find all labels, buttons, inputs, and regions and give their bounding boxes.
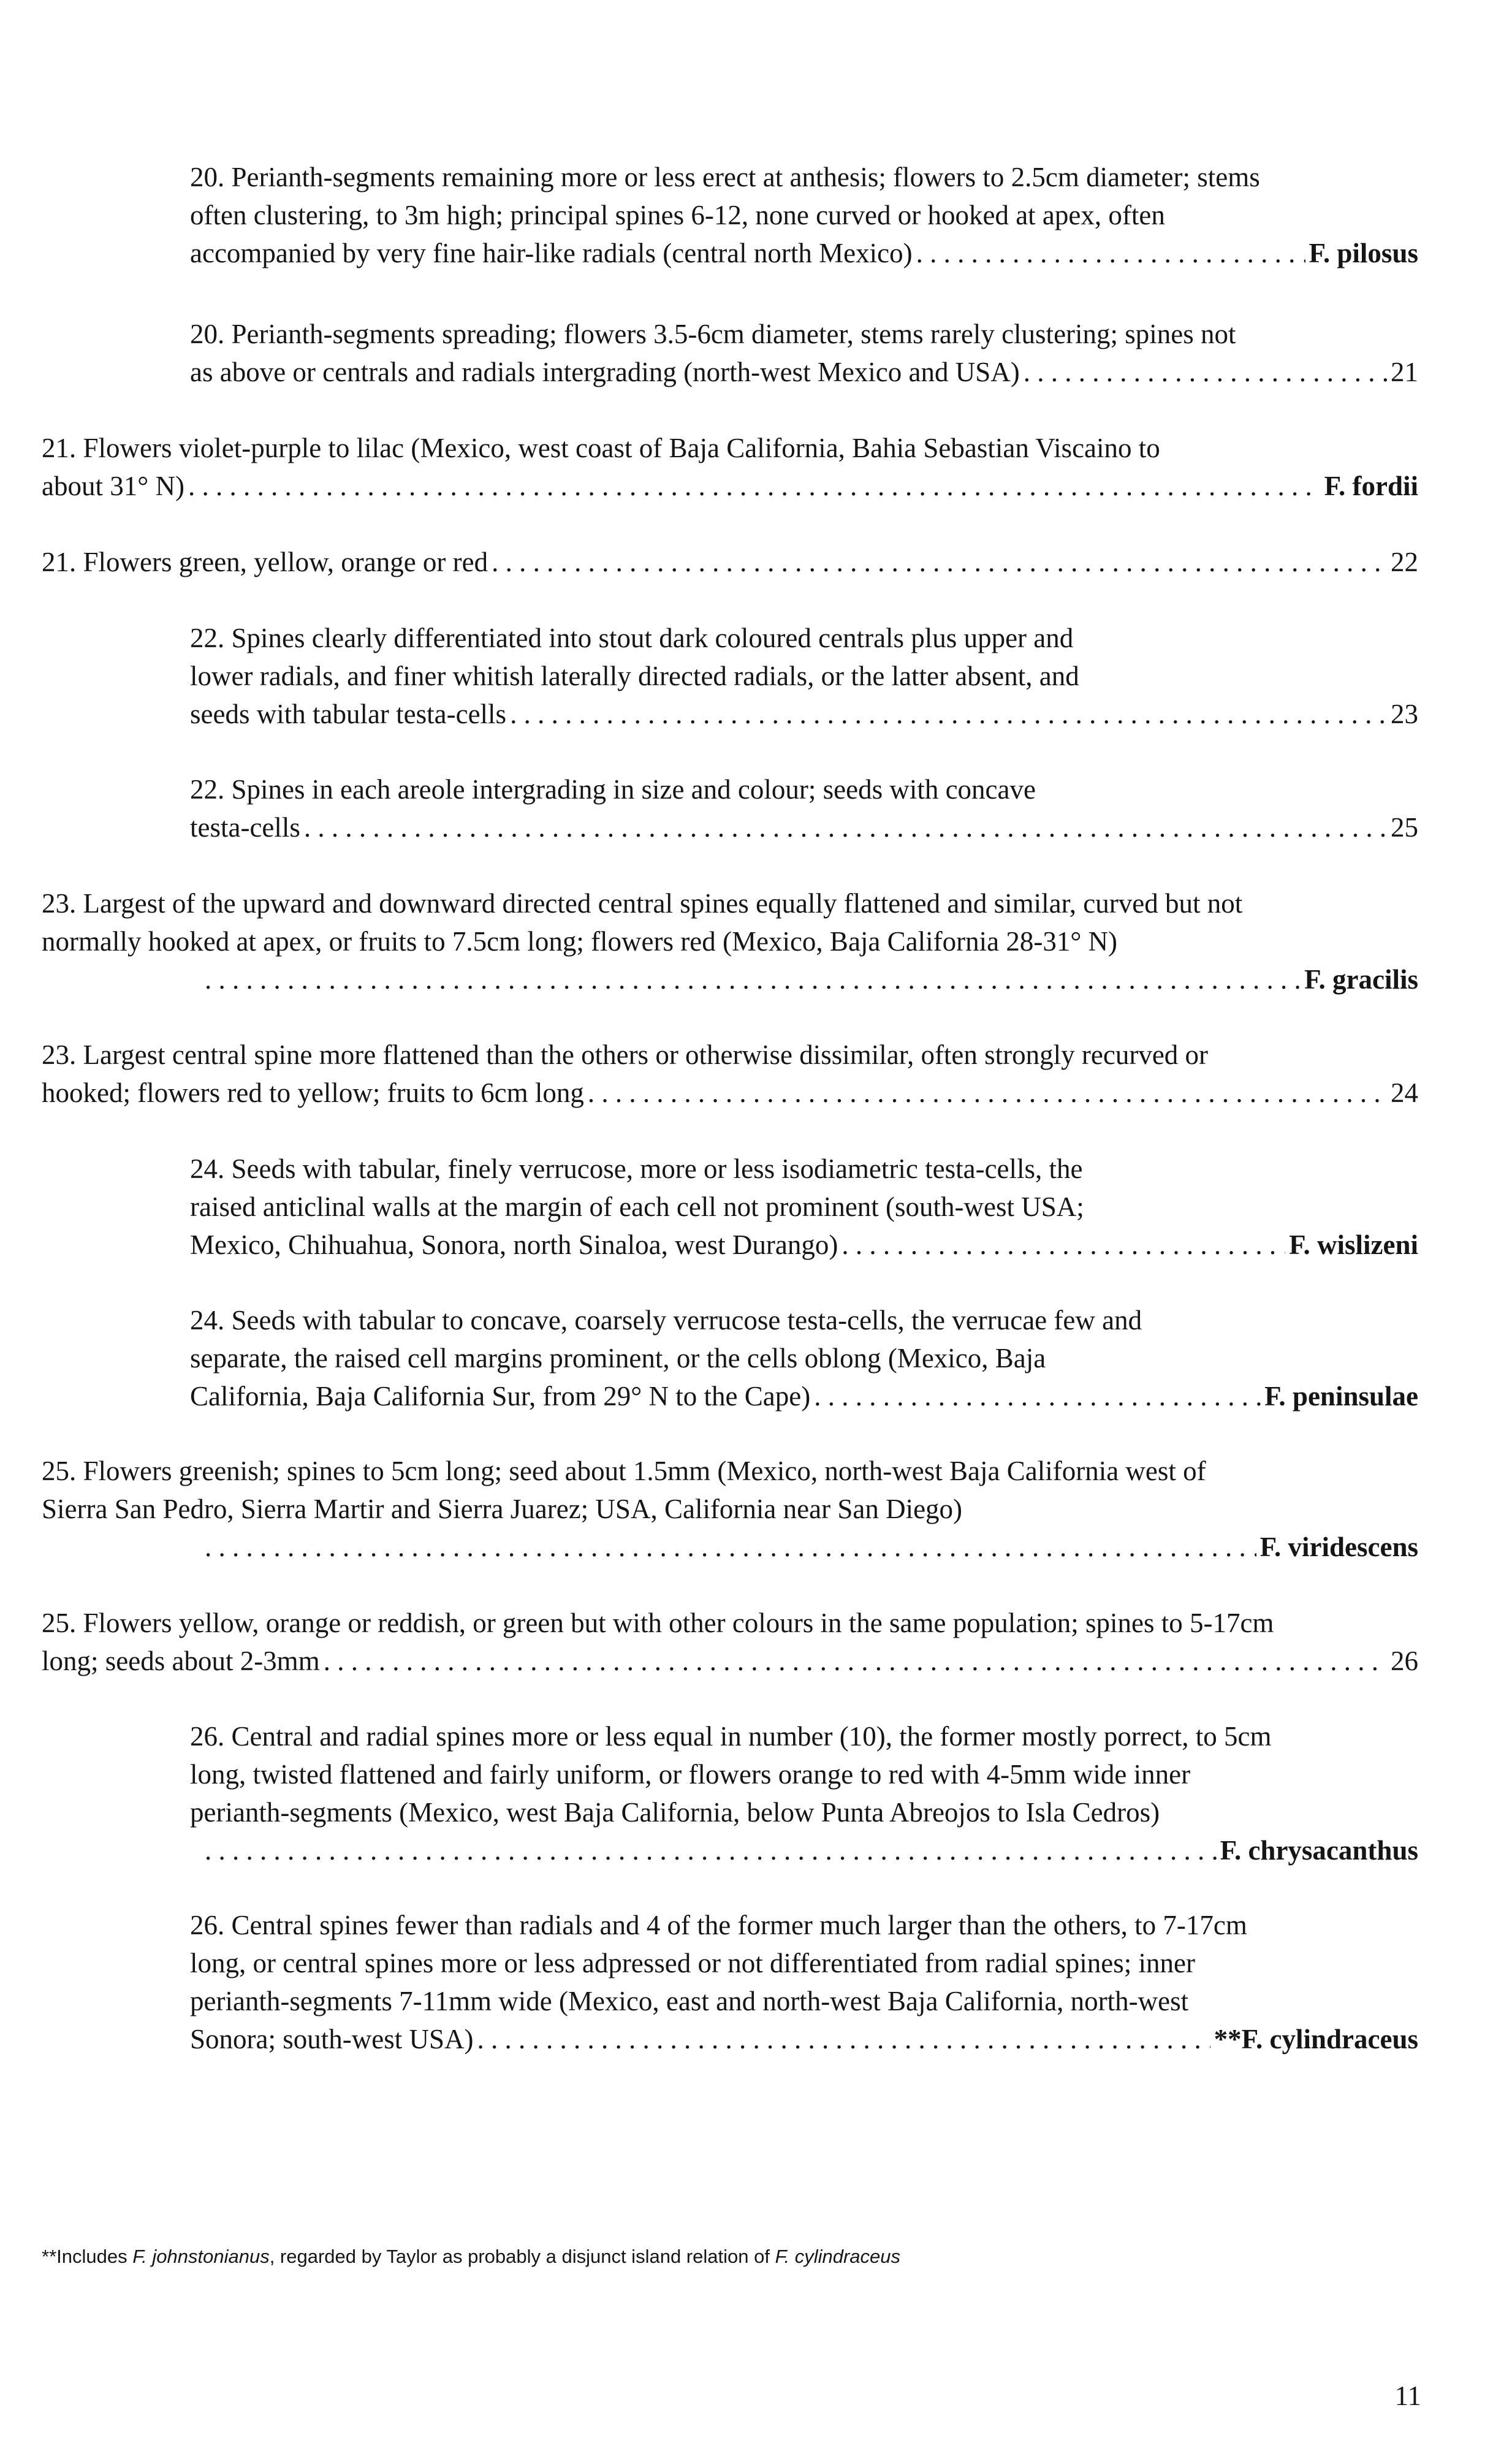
taxon-result: F. gracilis bbox=[1304, 964, 1418, 995]
couplet-reference: 23 bbox=[1391, 699, 1418, 729]
footnote-middle: , regarded by Taylor as probably a disjunct island relation of bbox=[269, 2246, 775, 2267]
dot-leader bbox=[205, 1831, 1217, 1869]
entry-line: 23. Largest central spine more flattened than the others or otherwise dissimilar, often strongly recurved or bbox=[42, 1039, 1209, 1070]
taxon-result: F. fordii bbox=[1324, 471, 1418, 501]
key-entry-20a bbox=[190, 158, 1418, 272]
entry-line: 24. Seeds with tabular to concave, coarsely verrucose testa-cells, the verrucae few and bbox=[190, 1305, 1142, 1336]
dot-leader bbox=[588, 1074, 1387, 1112]
entry-line: long, or central spines more or less adpressed or not differentiated from radial spines; inner bbox=[190, 1948, 1195, 1978]
dot-leader bbox=[814, 1377, 1261, 1415]
dot-leader bbox=[477, 2020, 1210, 2058]
taxon-result: **F. cylindraceus bbox=[1214, 2024, 1418, 2054]
taxon-result: F. peninsulae bbox=[1264, 1381, 1418, 1412]
taxon-result: F. wislizeni bbox=[1289, 1229, 1418, 1260]
key-entry-24a bbox=[190, 1150, 1418, 1264]
key-entry-21a bbox=[42, 429, 1418, 505]
dot-leader bbox=[205, 960, 1301, 998]
dot-leader bbox=[205, 1528, 1256, 1566]
entry-line: separate, the raised cell margins prominent, or the cells oblong (Mexico, Baja bbox=[190, 1343, 1046, 1374]
footnote-taxon: F. johnstonianus bbox=[132, 2246, 270, 2267]
key-entry-21b bbox=[42, 543, 1418, 581]
key-entry-25a bbox=[42, 1452, 1418, 1566]
entry-line: Sonora; south-west USA) bbox=[190, 2024, 474, 2054]
entry-line: 25. Flowers yellow, orange or reddish, or green but with other colours in the same population; spines to 5-17cm bbox=[42, 1608, 1274, 1638]
key-entry-26a bbox=[190, 1717, 1418, 1869]
key-entry-23a bbox=[42, 884, 1418, 998]
entry-line: 20. Perianth-segments spreading; flowers 3.5-6cm diameter, stems rarely clustering; spines not bbox=[190, 319, 1236, 349]
key-entry-25b bbox=[42, 1604, 1418, 1680]
page-number: 11 bbox=[1394, 2381, 1421, 2411]
dot-leader bbox=[916, 234, 1305, 272]
taxon-result: F. viridescens bbox=[1259, 1532, 1418, 1562]
key-entry-20b bbox=[190, 315, 1418, 391]
entry-line: 25. Flowers greenish; spines to 5cm long; seed about 1.5mm (Mexico, north-west Baja California west of bbox=[42, 1456, 1206, 1486]
entry-line: Mexico, Chihuahua, Sonora, north Sinaloa, west Durango) bbox=[190, 1229, 838, 1260]
entry-line: raised anticlinal walls at the margin of each cell not prominent (south-west USA; bbox=[190, 1191, 1084, 1222]
couplet-reference: 24 bbox=[1391, 1077, 1418, 1108]
entry-line: normally hooked at apex, or fruits to 7.5cm long; flowers red (Mexico, Baja California 28-31° N) bbox=[42, 926, 1118, 957]
dot-leader bbox=[324, 1642, 1387, 1680]
key-entry-22b bbox=[190, 770, 1418, 846]
dot-leader bbox=[841, 1226, 1285, 1264]
dot-leader bbox=[188, 467, 1321, 505]
key-entry-22a bbox=[190, 619, 1418, 733]
entry-line: lower radials, and finer whitish laterally directed radials, or the latter absent, and bbox=[190, 661, 1079, 691]
entry-line: Sierra San Pedro, Sierra Martir and Sierra Juarez; USA, California near San Diego) bbox=[42, 1494, 963, 1524]
entry-line: 22. Spines in each areole intergrading in size and colour; seeds with concave bbox=[190, 774, 1036, 805]
entry-line: 22. Spines clearly differentiated into stout dark coloured centrals plus upper and bbox=[190, 623, 1074, 653]
entry-line: often clustering, to 3m high; principal spines 6-12, none curved or hooked at apex, often bbox=[190, 200, 1165, 230]
entry-line: perianth-segments (Mexico, west Baja California, below Punta Abreojos to Isla Cedros) bbox=[190, 1797, 1160, 1828]
couplet-reference: 26 bbox=[1391, 1646, 1418, 1676]
entry-line: 26. Central and radial spines more or less equal in number (10), the former mostly porrect, to 5cm bbox=[190, 1721, 1272, 1752]
key-entry-26b bbox=[190, 1906, 1418, 2058]
dot-leader bbox=[510, 695, 1387, 733]
entry-line: long, twisted flattened and fairly uniform, or flowers orange to red with 4-5mm wide inner bbox=[190, 1759, 1191, 1790]
couplet-reference: 21 bbox=[1391, 357, 1418, 387]
key-entry-24b bbox=[190, 1301, 1418, 1415]
dot-leader bbox=[492, 543, 1387, 581]
couplet-reference: 25 bbox=[1391, 812, 1418, 843]
entry-line: 21. Flowers violet-purple to lilac (Mexico, west coast of Baja California, Bahia Sebastian Viscaino to bbox=[42, 433, 1160, 463]
taxon-result: F. chrysacanthus bbox=[1220, 1835, 1418, 1866]
couplet-reference: 22 bbox=[1391, 547, 1418, 577]
entry-line: as above or centrals and radials intergrading (north-west Mexico and USA) bbox=[190, 357, 1020, 387]
entry-line: 23. Largest of the upward and downward directed central spines equally flattened and similar, curved but not bbox=[42, 888, 1243, 919]
entry-line: accompanied by very fine hair-like radials (central north Mexico) bbox=[190, 238, 913, 268]
entry-line: long; seeds about 2-3mm bbox=[42, 1646, 320, 1676]
entry-line: hooked; flowers red to yellow; fruits to 6cm long bbox=[42, 1077, 584, 1108]
footnote bbox=[42, 2243, 1418, 2270]
entry-line: perianth-segments 7-11mm wide (Mexico, east and north-west Baja California, north-west bbox=[190, 1986, 1189, 2016]
entry-line: testa-cells bbox=[190, 812, 300, 843]
entry-line: 26. Central spines fewer than radials and 4 of the former much larger than the others, to 7-17cm bbox=[190, 1910, 1247, 1940]
dot-leader bbox=[304, 808, 1387, 846]
key-entry-23b bbox=[42, 1036, 1418, 1112]
footnote-taxon-2: F. cylindraceus bbox=[775, 2246, 901, 2267]
taxon-result: F. pilosus bbox=[1309, 238, 1418, 268]
footnote-prefix: **Includes bbox=[42, 2246, 133, 2267]
entry-line: California, Baja California Sur, from 29° N to the Cape) bbox=[190, 1381, 811, 1412]
entry-line: 24. Seeds with tabular, finely verrucose, more or less isodiametric testa-cells, the bbox=[190, 1153, 1083, 1184]
entry-line: seeds with tabular testa-cells bbox=[190, 699, 507, 729]
entry-line: 21. Flowers green, yellow, orange or red bbox=[42, 547, 488, 577]
dot-leader bbox=[1024, 353, 1387, 391]
entry-line: 20. Perianth-segments remaining more or less erect at anthesis; flowers to 2.5cm diameter; stems bbox=[190, 162, 1260, 192]
entry-line: about 31° N) bbox=[42, 471, 184, 501]
